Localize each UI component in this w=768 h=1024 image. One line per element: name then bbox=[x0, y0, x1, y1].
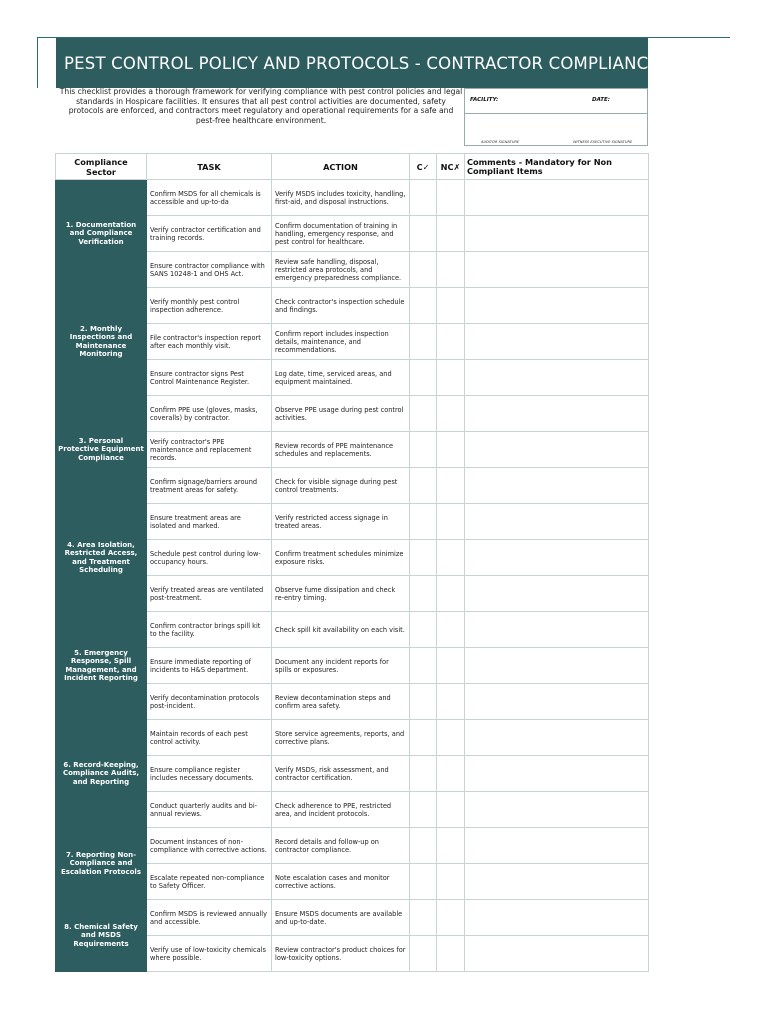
non-compliant-checkbox-cell[interactable] bbox=[437, 864, 465, 900]
comments-cell[interactable] bbox=[465, 576, 649, 612]
compliance-checklist-table bbox=[55, 153, 649, 972]
non-compliant-checkbox-cell[interactable] bbox=[437, 684, 465, 720]
auditor-signature-label: AUDITOR SIGNATURE bbox=[481, 140, 520, 144]
task-cell: Verify treated areas are ventilated post-treatment. bbox=[147, 576, 272, 612]
non-compliant-checkbox-cell[interactable] bbox=[437, 828, 465, 864]
intro-paragraph: This checklist provides a thorough framework for verifying compliance with pest control policies and legal standards in Hospicare facilities. It ensures that all pest control activities are documented, safety protocols are enforced, and contractors meet regulatory and operational requirements for a safe and pest-free healthcare environment. bbox=[59, 87, 463, 125]
task-cell: Confirm signage/barriers around treatment areas for safety. bbox=[147, 468, 272, 504]
header-non-compliant: NC✗ bbox=[437, 154, 465, 180]
comments-cell[interactable] bbox=[465, 756, 649, 792]
table-row bbox=[56, 504, 649, 540]
action-cell: Review contractor's product choices for low-toxicity options. bbox=[272, 936, 410, 972]
comments-cell[interactable] bbox=[465, 612, 649, 648]
non-compliant-checkbox-cell[interactable] bbox=[437, 576, 465, 612]
task-cell: File contractor's inspection report after each monthly visit. bbox=[147, 324, 272, 360]
compliant-checkbox-cell[interactable] bbox=[410, 540, 437, 576]
action-cell: Review records of PPE maintenance schedules and replacements. bbox=[272, 432, 410, 468]
compliant-checkbox-cell[interactable] bbox=[410, 612, 437, 648]
compliant-checkbox-cell[interactable] bbox=[410, 288, 437, 324]
non-compliant-checkbox-cell[interactable] bbox=[437, 504, 465, 540]
table-row bbox=[56, 396, 649, 432]
task-cell: Verify contractor's PPE maintenance and replacement records. bbox=[147, 432, 272, 468]
task-cell: Verify monthly pest control inspection adherence. bbox=[147, 288, 272, 324]
non-compliant-checkbox-cell[interactable] bbox=[437, 288, 465, 324]
header-compliance-sector: Compliance Sector bbox=[56, 154, 147, 180]
action-cell: Observe fume dissipation and check re-entry timing. bbox=[272, 576, 410, 612]
task-cell: Escalate repeated non-compliance to Safety Officer. bbox=[147, 864, 272, 900]
action-cell: Check for visible signage during pest control treatments. bbox=[272, 468, 410, 504]
task-cell: Confirm PPE use (gloves, masks, coveralls) by contractor. bbox=[147, 396, 272, 432]
comments-cell[interactable] bbox=[465, 504, 649, 540]
non-compliant-checkbox-cell[interactable] bbox=[437, 432, 465, 468]
compliant-checkbox-cell[interactable] bbox=[410, 324, 437, 360]
action-cell: Note escalation cases and monitor corrective actions. bbox=[272, 864, 410, 900]
compliant-checkbox-cell[interactable] bbox=[410, 576, 437, 612]
non-compliant-checkbox-cell[interactable] bbox=[437, 900, 465, 936]
table-header-row bbox=[56, 154, 649, 180]
comments-cell[interactable] bbox=[465, 828, 649, 864]
action-cell: Store service agreements, reports, and corrective plans. bbox=[272, 720, 410, 756]
task-cell: Ensure treatment areas are isolated and marked. bbox=[147, 504, 272, 540]
compliant-checkbox-cell[interactable] bbox=[410, 792, 437, 828]
task-cell: Conduct quarterly audits and bi-annual reviews. bbox=[147, 792, 272, 828]
compliant-checkbox-cell[interactable] bbox=[410, 468, 437, 504]
comments-cell[interactable] bbox=[465, 180, 649, 216]
action-cell: Record details and follow-up on contractor compliance. bbox=[272, 828, 410, 864]
non-compliant-checkbox-cell[interactable] bbox=[437, 792, 465, 828]
compliant-checkbox-cell[interactable] bbox=[410, 180, 437, 216]
compliant-checkbox-cell[interactable] bbox=[410, 396, 437, 432]
header-comments: Comments - Mandatory for Non Compliant Items bbox=[465, 154, 649, 180]
non-compliant-checkbox-cell[interactable] bbox=[437, 756, 465, 792]
non-compliant-checkbox-cell[interactable] bbox=[437, 468, 465, 504]
comments-cell[interactable] bbox=[465, 540, 649, 576]
comments-cell[interactable] bbox=[465, 360, 649, 396]
action-cell: Verify restricted access signage in treated areas. bbox=[272, 504, 410, 540]
action-cell: Check adherence to PPE, restricted area, and incident protocols. bbox=[272, 792, 410, 828]
task-cell: Ensure contractor signs Pest Control Maintenance Register. bbox=[147, 360, 272, 396]
date-label: DATE: bbox=[592, 97, 611, 103]
non-compliant-checkbox-cell[interactable] bbox=[437, 936, 465, 972]
witness-signature-label: WITNESS EXECUTIVE SIGNATURE bbox=[573, 140, 633, 144]
comments-cell[interactable] bbox=[465, 396, 649, 432]
task-cell: Confirm contractor brings spill kit to the facility. bbox=[147, 612, 272, 648]
compliant-checkbox-cell[interactable] bbox=[410, 936, 437, 972]
non-compliant-checkbox-cell[interactable] bbox=[437, 648, 465, 684]
task-cell: Schedule pest control during low-occupancy hours. bbox=[147, 540, 272, 576]
non-compliant-checkbox-cell[interactable] bbox=[437, 612, 465, 648]
task-cell: Verify decontamination protocols post-incident. bbox=[147, 684, 272, 720]
comments-cell[interactable] bbox=[465, 900, 649, 936]
compliant-checkbox-cell[interactable] bbox=[410, 360, 437, 396]
task-cell: Verify contractor certification and training records. bbox=[147, 216, 272, 252]
header-compliant: C✓ bbox=[410, 154, 437, 180]
action-cell: Verify MSDS includes toxicity, handling, first-aid, and disposal instructions. bbox=[272, 180, 410, 216]
comments-cell[interactable] bbox=[465, 684, 649, 720]
compliance-sector-cell: 2. Monthly Inspections and Maintenance Monitoring bbox=[56, 288, 147, 396]
action-cell: Check contractor's inspection schedule and findings. bbox=[272, 288, 410, 324]
table-row bbox=[56, 828, 649, 864]
compliant-checkbox-cell[interactable] bbox=[410, 720, 437, 756]
table-row bbox=[56, 180, 649, 216]
compliance-sector-cell: 6. Record-Keeping, Compliance Audits, and Reporting bbox=[56, 720, 147, 828]
action-cell: Confirm report includes inspection details, maintenance, and recommendations. bbox=[272, 324, 410, 360]
task-cell: Confirm MSDS for all chemicals is accessible and up-to-da bbox=[147, 180, 272, 216]
action-cell: Confirm documentation of training in handling, emergency response, and pest control for healthcare. bbox=[272, 216, 410, 252]
non-compliant-checkbox-cell[interactable] bbox=[437, 360, 465, 396]
action-cell: Confirm treatment schedules minimize exposure risks. bbox=[272, 540, 410, 576]
compliant-checkbox-cell[interactable] bbox=[410, 828, 437, 864]
comments-cell[interactable] bbox=[465, 936, 649, 972]
compliance-sector-cell: 3. Personal Protective Equipment Compliance bbox=[56, 396, 147, 504]
header-rule-left bbox=[37, 37, 38, 88]
compliant-checkbox-cell[interactable] bbox=[410, 216, 437, 252]
comments-cell[interactable] bbox=[465, 432, 649, 468]
comments-cell[interactable] bbox=[465, 216, 649, 252]
compliant-checkbox-cell[interactable] bbox=[410, 684, 437, 720]
compliant-checkbox-cell[interactable] bbox=[410, 864, 437, 900]
action-cell: Check spill kit availability on each visit. bbox=[272, 612, 410, 648]
action-cell: Review safe handling, disposal, restricted area protocols, and emergency preparedness compliance. bbox=[272, 252, 410, 288]
compliance-sector-cell: 7. Reporting Non-Compliance and Escalation Protocols bbox=[56, 828, 147, 900]
table-body bbox=[56, 180, 649, 972]
facility-label: FACILITY: bbox=[470, 97, 499, 103]
compliant-checkbox-cell[interactable] bbox=[410, 648, 437, 684]
task-cell: Ensure compliance register includes necessary documents. bbox=[147, 756, 272, 792]
comments-cell[interactable] bbox=[465, 252, 649, 288]
page-title: PEST CONTROL POLICY AND PROTOCOLS - CONTRACTOR COMPLIANCE bbox=[56, 38, 648, 88]
compliance-sector-cell: 4. Area Isolation, Restricted Access, and Treatment Scheduling bbox=[56, 504, 147, 612]
non-compliant-checkbox-cell[interactable] bbox=[437, 396, 465, 432]
compliance-sector-cell: 8. Chemical Safety and MSDS Requirements bbox=[56, 900, 147, 972]
action-cell: Log date, time, serviced areas, and equipment maintained. bbox=[272, 360, 410, 396]
compliance-sector-cell: 1. Documentation and Compliance Verification bbox=[56, 180, 147, 288]
table-row bbox=[56, 900, 649, 936]
table-row bbox=[56, 612, 649, 648]
non-compliant-checkbox-cell[interactable] bbox=[437, 540, 465, 576]
action-cell: Ensure MSDS documents are available and up-to-date. bbox=[272, 900, 410, 936]
non-compliant-checkbox-cell[interactable] bbox=[437, 720, 465, 756]
comments-cell[interactable] bbox=[465, 648, 649, 684]
comments-cell[interactable] bbox=[465, 324, 649, 360]
action-cell: Document any incident reports for spills or exposures. bbox=[272, 648, 410, 684]
non-compliant-checkbox-cell[interactable] bbox=[437, 216, 465, 252]
compliant-checkbox-cell[interactable] bbox=[410, 756, 437, 792]
comments-cell[interactable] bbox=[465, 864, 649, 900]
comments-cell[interactable] bbox=[465, 720, 649, 756]
task-cell: Maintain records of each pest control activity. bbox=[147, 720, 272, 756]
action-cell: Observe PPE usage during pest control activities. bbox=[272, 396, 410, 432]
compliant-checkbox-cell[interactable] bbox=[410, 504, 437, 540]
compliant-checkbox-cell[interactable] bbox=[410, 432, 437, 468]
non-compliant-checkbox-cell[interactable] bbox=[437, 324, 465, 360]
header-task: TASK bbox=[147, 154, 272, 180]
task-cell: Ensure contractor compliance with SANS 10248-1 and OHS Act. bbox=[147, 252, 272, 288]
compliance-sector-cell: 5. Emergency Response, Spill Management, and Incident Reporting bbox=[56, 612, 147, 720]
table-row bbox=[56, 720, 649, 756]
task-cell: Document instances of non-compliance with corrective actions. bbox=[147, 828, 272, 864]
compliant-checkbox-cell[interactable] bbox=[410, 252, 437, 288]
table-row bbox=[56, 288, 649, 324]
header-action: ACTION bbox=[272, 154, 410, 180]
non-compliant-checkbox-cell[interactable] bbox=[437, 252, 465, 288]
comments-cell[interactable] bbox=[465, 792, 649, 828]
task-cell: Verify use of low-toxicity chemicals where possible. bbox=[147, 936, 272, 972]
non-compliant-checkbox-cell[interactable] bbox=[437, 180, 465, 216]
action-cell: Verify MSDS, risk assessment, and contractor certification. bbox=[272, 756, 410, 792]
compliant-checkbox-cell[interactable] bbox=[410, 900, 437, 936]
comments-cell[interactable] bbox=[465, 468, 649, 504]
signature-box bbox=[464, 88, 648, 146]
action-cell: Review decontamination steps and confirm area safety. bbox=[272, 684, 410, 720]
comments-cell[interactable] bbox=[465, 288, 649, 324]
task-cell: Confirm MSDS is reviewed annually and accessible. bbox=[147, 900, 272, 936]
task-cell: Ensure immediate reporting of incidents to H&S department. bbox=[147, 648, 272, 684]
